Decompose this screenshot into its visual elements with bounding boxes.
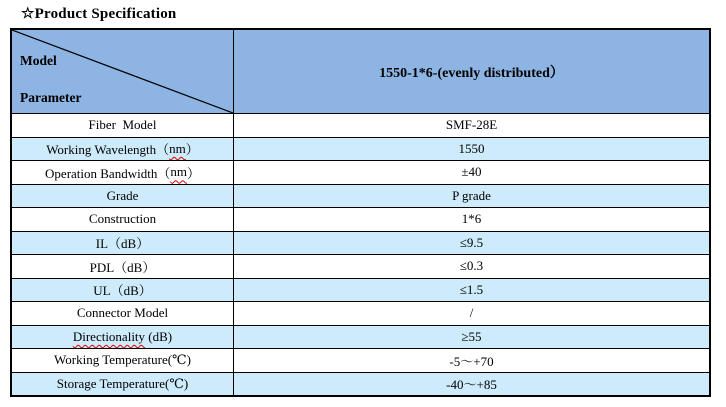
header-model-value: 1550-1*6-(evenly distributed）: [379, 65, 564, 81]
header-parameter-label: Parameter: [20, 90, 82, 105]
table-row-directionality: [12, 326, 709, 350]
table-row-connector-model: [12, 302, 709, 326]
row-label: Connector Model: [12, 302, 234, 325]
table-row-construction: [12, 208, 709, 232]
row-value: /: [469, 305, 474, 321]
row-value: 1550: [458, 140, 485, 156]
row-label: Construction: [12, 208, 234, 231]
row-value: ≥55: [461, 328, 482, 344]
row-value: P grade: [452, 187, 491, 203]
table-row-ul: [12, 279, 709, 303]
product-spec-table: [10, 28, 711, 397]
table-row-il: [12, 232, 709, 256]
row-value: ≤1.5: [459, 281, 484, 297]
row-label: Fiber Model: [12, 114, 234, 137]
table-row-working-wavelength: [12, 138, 709, 162]
table-body: [12, 114, 709, 395]
header-corner-cell: [12, 30, 234, 113]
row-label: IL（dB）: [12, 232, 234, 255]
table-row-storage-temperature: [12, 373, 709, 396]
header-model-label: Model: [20, 53, 57, 68]
table-header-row: [12, 30, 709, 114]
table-row-fiber-model: [12, 114, 709, 138]
row-value: ≤9.5: [459, 234, 484, 250]
row-value: ±40: [461, 164, 482, 180]
row-label: Grade: [12, 185, 234, 208]
table-row-pdl: [12, 255, 709, 279]
table-row-operation-bandwidth: [12, 161, 709, 185]
row-value: -5～+70: [449, 353, 494, 369]
table-row-working-temperature: [12, 349, 709, 373]
row-label: Working Temperature(℃): [12, 349, 234, 372]
row-label: Storage Temperature(℃): [12, 373, 234, 396]
row-value: -40～+85: [446, 377, 497, 393]
row-label: UL（dB）: [12, 279, 234, 302]
row-label: PDL（dB）: [12, 255, 234, 278]
row-label: Working Wavelength（ nm ）: [12, 138, 234, 161]
table-row-grade: [12, 185, 709, 209]
row-label: Operation Bandwidth（ nm ）: [12, 161, 234, 184]
row-label: Directionality (dB): [12, 326, 234, 349]
row-value: SMF-28E: [445, 117, 498, 133]
row-value: 1*6: [461, 211, 482, 227]
page-title: ☆Product Specification: [21, 6, 177, 22]
row-value: ≤0.3: [459, 258, 484, 274]
